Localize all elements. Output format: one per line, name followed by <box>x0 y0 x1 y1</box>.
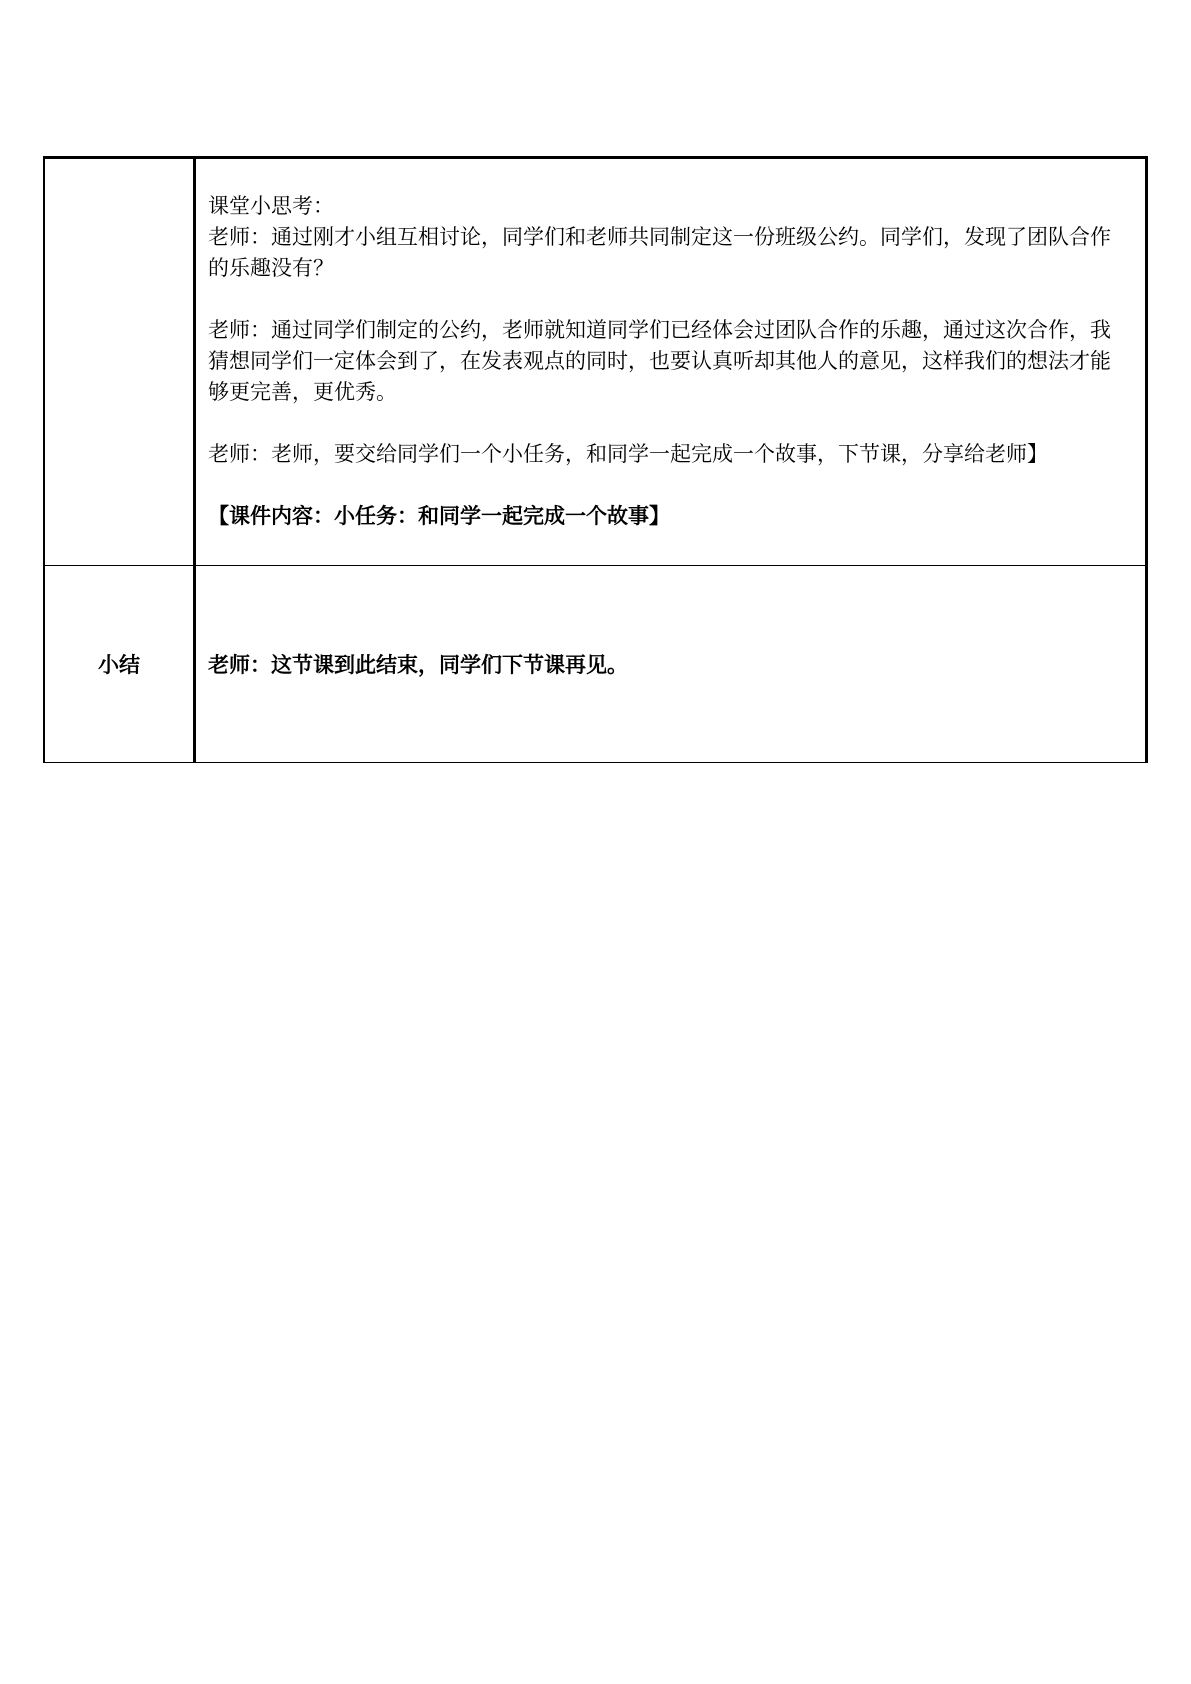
summary-label: 小结 <box>98 653 140 677</box>
row-label-cell <box>44 566 195 763</box>
table-row-discussion <box>44 158 1147 566</box>
lesson-plan-table <box>43 156 1148 763</box>
section-heading: 课堂小思考： <box>208 194 334 218</box>
summary-text: 老师：这节课到此结束，同学们下节课再见。 <box>208 653 628 677</box>
row-content-cell <box>195 158 1147 566</box>
row-label-cell <box>44 158 195 566</box>
paragraph-spacer <box>208 408 1125 439</box>
teacher-paragraph-2: 老师：通过同学们制定的公约，老师就知道同学们已经体会过团队合作的乐趣，通过这次合作，我猜想同学们一定体会到了，在发表观点的同时，也要认真听却其他人的意见，这样我们的想法才能够更完善，更优秀。 <box>208 318 1111 404</box>
paragraph-spacer <box>208 470 1125 501</box>
row-content-cell <box>195 566 1147 763</box>
paragraph-spacer <box>208 284 1125 315</box>
table-row-summary <box>44 566 1147 763</box>
teacher-paragraph-3: 老师：老师，要交给同学们一个小任务，和同学一起完成一个故事，下节课，分享给老师】 <box>208 442 1048 466</box>
discussion-content <box>196 159 1145 532</box>
courseware-note: 【课件内容：小任务：和同学一起完成一个故事】 <box>208 504 670 528</box>
teacher-paragraph-1: 老师：通过刚才小组互相讨论，同学们和老师共同制定这一份班级公约。同学们，发现了团队合作的乐趣没有？ <box>208 225 1111 280</box>
